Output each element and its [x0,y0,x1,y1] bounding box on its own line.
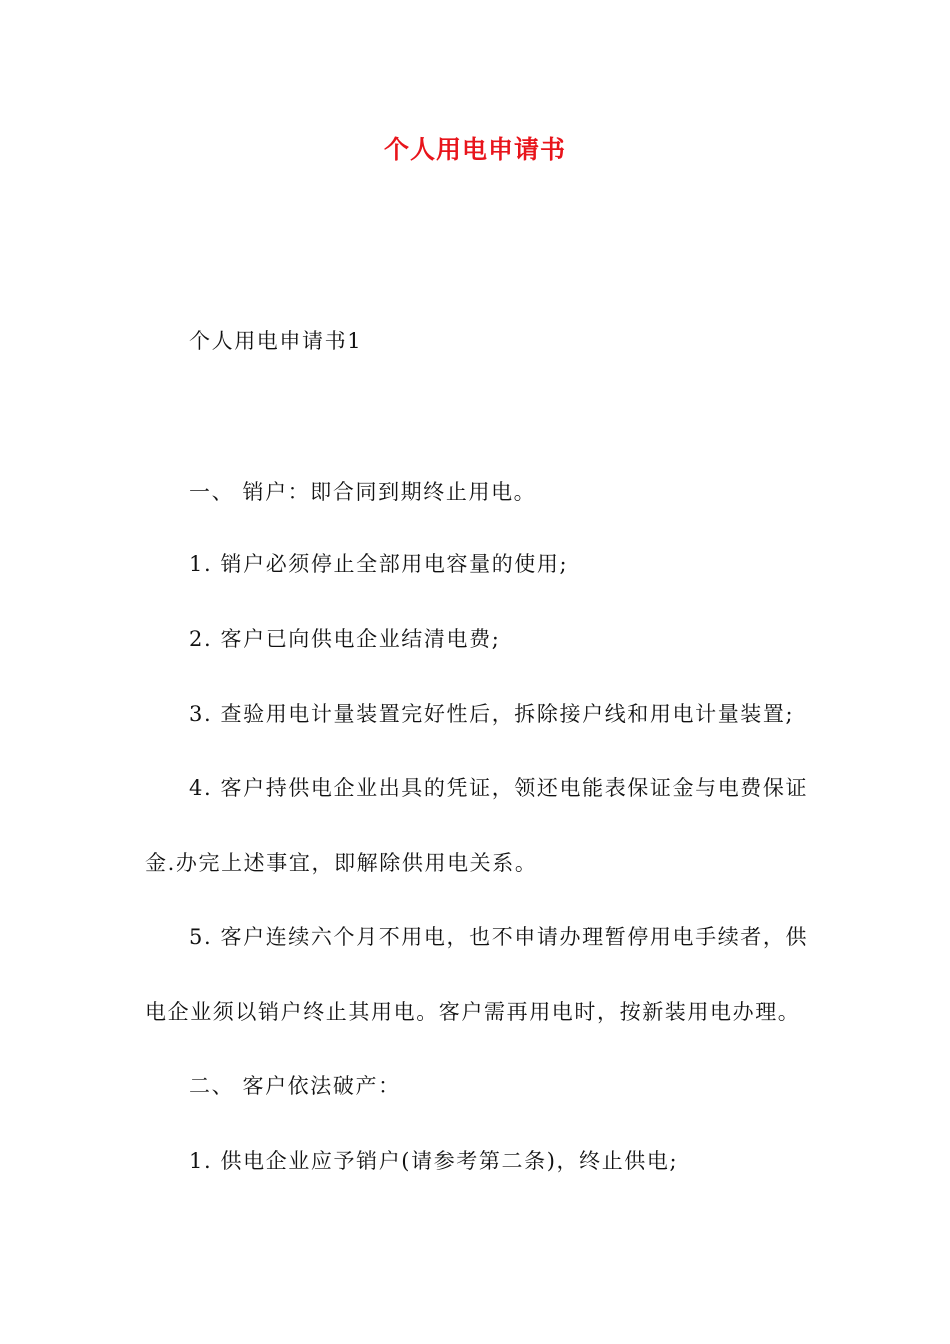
paragraph-line: 一、 销户：即合同到期终止用电。 [189,480,537,504]
paragraph-line: 电企业须以销户终止其用电。客户需再用电时，按新装用电办理。 [145,1000,801,1024]
paragraph-line: 4. 客户持供电企业出具的凭证，领还电能表保证金与电费保证 [189,776,809,800]
paragraph-line: 二、 客户依法破产： [189,1074,401,1098]
paragraph-line: 3. 查验用电计量装置完好性后，拆除接户线和用电计量装置; [189,702,795,726]
paragraph-line: 2. 客户已向供电企业结清电费; [189,627,501,651]
section-heading: 个人用电申请书1 [189,329,363,353]
paragraph-line: 金.办完上述事宜，即解除供用电关系。 [145,851,538,875]
paragraph-line: 1. 供电企业应予销户(请参考第二条)，终止供电; [189,1149,679,1173]
paragraph-line: 5. 客户连续六个月不用电，也不申请办理暂停用电手续者，供 [189,925,809,949]
document-title: 个人用电申请书 [383,135,566,164]
paragraph-line: 1. 销户必须停止全部用电容量的使用; [189,552,569,576]
